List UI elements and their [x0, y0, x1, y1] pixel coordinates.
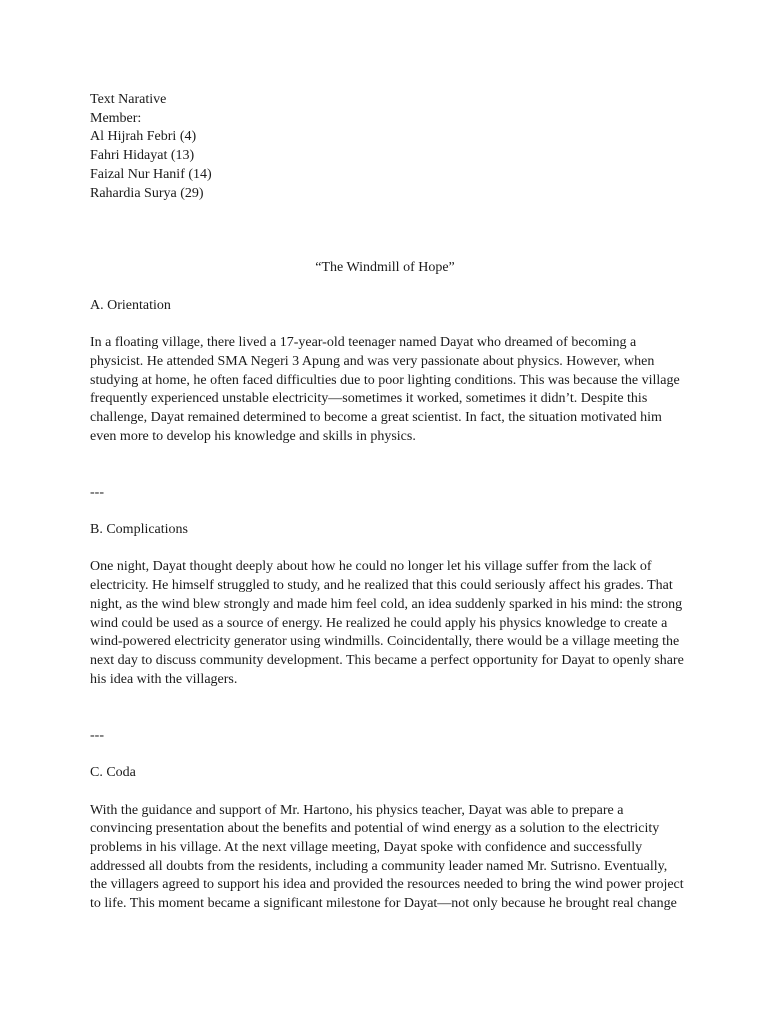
spacer [90, 502, 680, 521]
spacer [90, 203, 680, 259]
section-heading-orientation: A. Orientation [90, 297, 171, 313]
spacer [90, 278, 680, 297]
spacer [90, 315, 680, 334]
paragraph-line: addressed all doubts from the residents, including a community leader named Mr. Sutrisno. Eventually, [90, 858, 668, 874]
paragraph-line: next day to discuss community development. This became a perfect opportunity for Dayat to openly share [90, 653, 684, 668]
member-name: Faizal Nur Hanif (14) [90, 166, 212, 182]
paragraph-line: his idea with the villagers. [90, 671, 238, 687]
spacer [90, 689, 680, 726]
paragraph-line: to life. This moment became a significant milestone for Dayat—not only because he brought real change [90, 896, 677, 912]
paragraph-line: electricity. He himself struggled to study, and he realized that this could seriously affect his grades. That [90, 578, 673, 594]
paragraph-line: frequently experienced unstable electricity—sometimes it worked, sometimes it didn’t. Despite this [90, 391, 648, 407]
member-label: Member: [90, 110, 142, 126]
paragraph-line: One night, Dayat thought deeply about how he could no longer let his village suffer from the lack of [90, 559, 652, 575]
doc-type-label: Text Narative [90, 92, 167, 107]
document-body [90, 91, 684, 914]
paragraph-line: problems in his village. At the next village meeting, Dayat spoke with confidence and successfully [90, 839, 643, 855]
paragraph-line: convincing presentation about the benefits and potential of wind energy as a solution to the electricity [90, 821, 660, 837]
paragraph-line: even more to develop his knowledge and skills in physics. [90, 428, 416, 444]
member-name: Rahardia Surya (29) [90, 185, 204, 201]
paragraph-line: challenge, Dayat remained determined to become a great scientist. In fact, the situation motivated him [90, 409, 662, 425]
spacer [90, 783, 680, 802]
paragraph-line: wind could be used as a source of energy. He realized he could apply his physics knowledge to create a [90, 615, 668, 631]
paragraph-complications [90, 558, 684, 689]
paragraph-line: night, as the wind blew strongly and made him feel cold, an idea suddenly sparked in his mind: the strong [90, 596, 683, 612]
paragraph-line: With the guidance and support of Mr. Hartono, his physics teacher, Dayat was able to prepare a [90, 802, 624, 818]
paragraph-orientation [90, 334, 680, 446]
spacer [90, 446, 680, 483]
spacer [90, 540, 680, 559]
member-name: Al Hijrah Febri (4) [90, 129, 197, 145]
paragraph-coda [90, 802, 684, 914]
member-list [90, 91, 680, 203]
spacer [90, 746, 680, 765]
section-heading-complications: B. Complications [90, 522, 188, 538]
section-separator: --- [90, 727, 104, 743]
section-heading-coda: C. Coda [90, 765, 136, 781]
story-title: “The Windmill of Hope” [315, 260, 455, 276]
paragraph-line: physicist. He attended SMA Negeri 3 Apung and was very passionate about physics. However, when [90, 353, 655, 369]
paragraph-line: In a floating village, there lived a 17-year-old teenager named Dayat who dreamed of becoming a [90, 335, 637, 351]
member-name: Fahri Hidayat (13) [90, 148, 195, 164]
paragraph-line: the villagers agreed to support his idea and provided the resources needed to bring the wind power project [90, 877, 684, 893]
paragraph-line: studying at home, he often faced difficulties due to poor lighting conditions. This was because the village [90, 372, 680, 388]
section-separator: --- [90, 484, 104, 500]
paragraph-line: wind-powered electricity generator using windmills. Coincidentally, there would be a village meeting the [90, 634, 680, 650]
